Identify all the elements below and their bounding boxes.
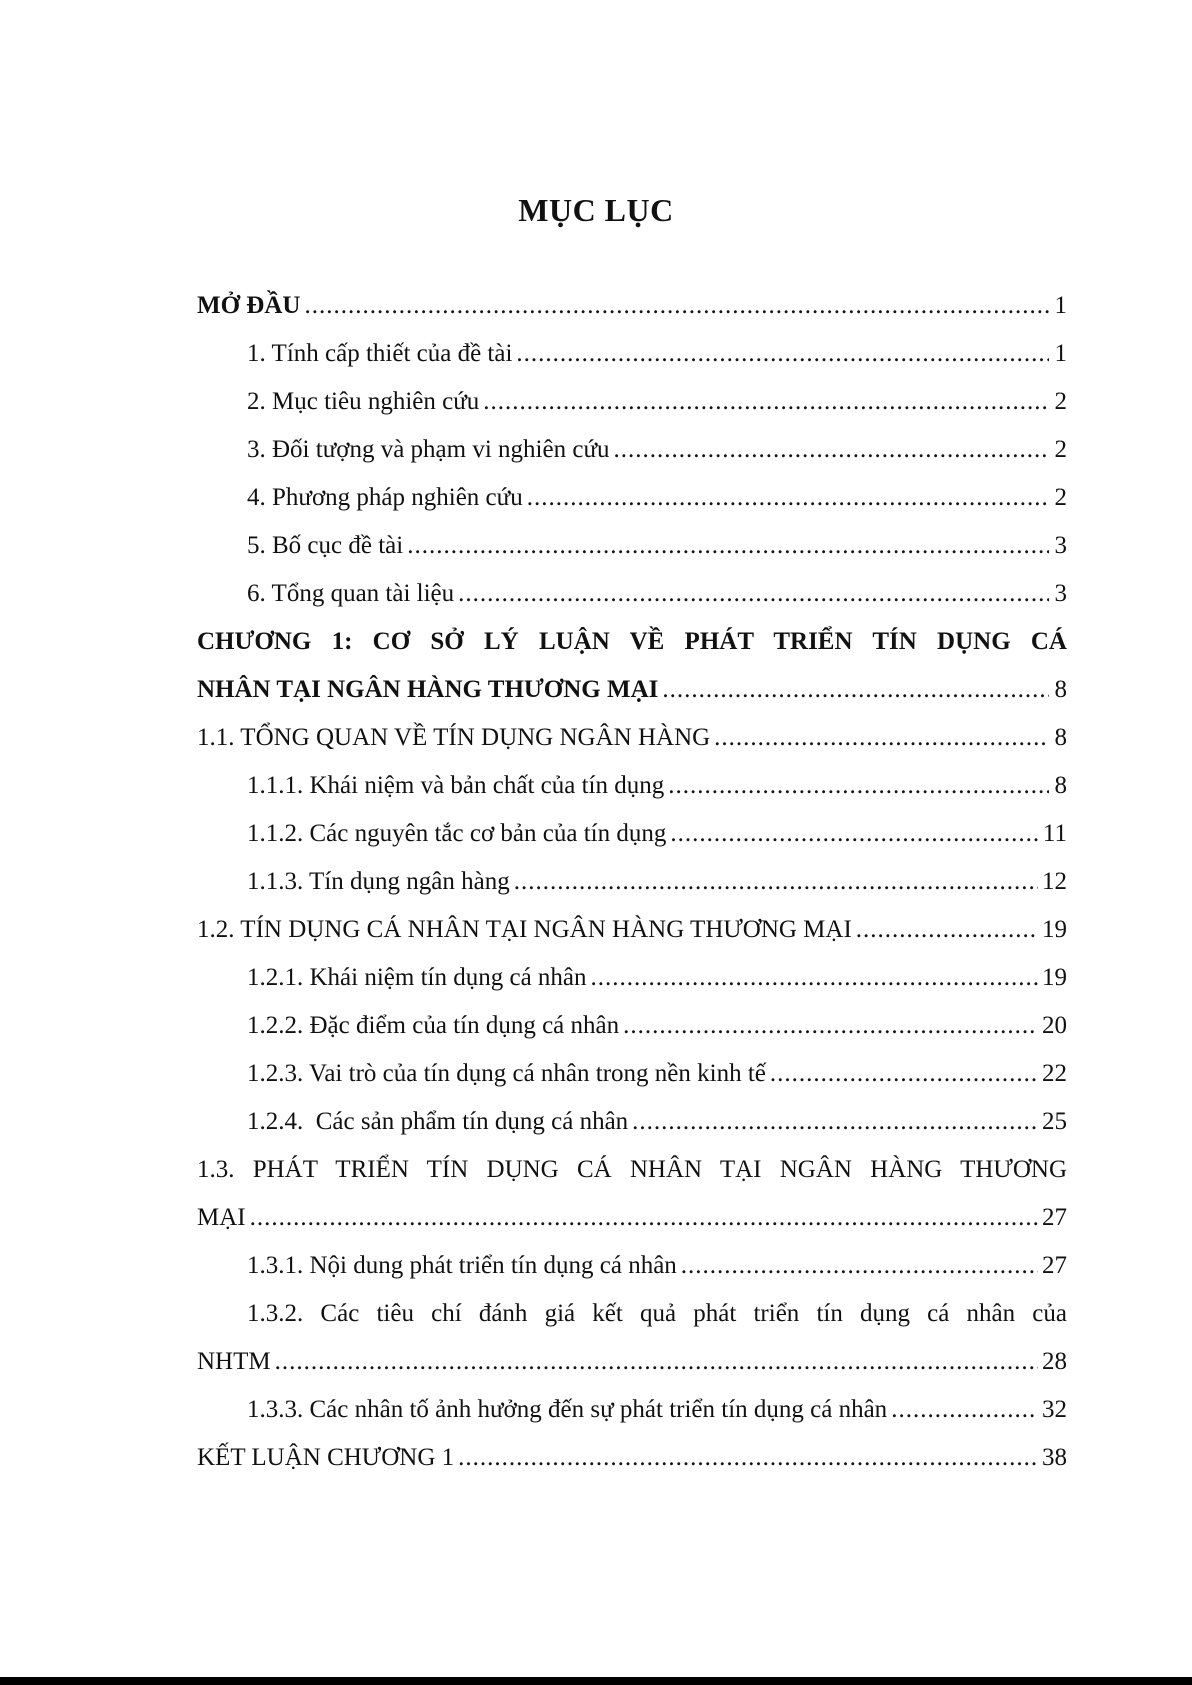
toc-page-number: 12 <box>1042 868 1067 895</box>
dot-leader <box>275 1348 1038 1376</box>
dot-leader <box>632 1108 1038 1136</box>
toc-entry-label: 5. Bố cục đề tài <box>247 532 404 559</box>
toc-section-1-2-1[interactable] <box>197 964 1067 1012</box>
table-of-contents <box>197 292 1067 1492</box>
toc-chapter-1-line-1[interactable]: CHƯƠNG 1: CƠ SỞ LÝ LUẬN VỀ PHÁT TRIỂN TÍN DỤNG CÁ <box>197 628 1067 655</box>
page-title: MỤC LỤC <box>518 192 674 228</box>
toc-page-number: 8 <box>1054 724 1067 751</box>
toc-page-number: 11 <box>1042 820 1067 847</box>
toc-page-number: 2 <box>1054 484 1067 511</box>
toc-section-1-3-2[interactable] <box>197 1348 1067 1396</box>
toc-section-1-1[interactable] <box>197 724 1067 772</box>
dot-leader <box>407 532 1049 560</box>
toc-entry-label: NHÂN TẠI NGÂN HÀNG THƯƠNG MẠI <box>197 676 659 703</box>
toc-section-1-1-2[interactable] <box>197 820 1067 868</box>
toc-page-number: 1 <box>1054 292 1067 319</box>
toc-page-number: 27 <box>1042 1204 1067 1231</box>
toc-page-number: 22 <box>1042 1060 1067 1087</box>
toc-page-number: 3 <box>1054 532 1067 559</box>
toc-page-number: 20 <box>1042 1012 1067 1039</box>
toc-entry-label: 1.3.1. Nội dung phát triển tín dụng cá nhân <box>247 1252 677 1279</box>
dot-leader <box>670 820 1039 848</box>
toc-page-number: 3 <box>1054 580 1067 607</box>
toc-entry-label: 1.1. TỔNG QUAN VỀ TÍN DỤNG NGÂN HÀNG <box>197 724 711 751</box>
toc-entry-3[interactable] <box>197 436 1067 484</box>
toc-entry-4[interactable] <box>197 484 1067 532</box>
toc-entry-label: MẠI <box>197 1204 246 1231</box>
toc-page-number: 1 <box>1054 340 1067 367</box>
toc-entry-mo-dau[interactable] <box>197 292 1067 340</box>
toc-entry-label: 6. Tổng quan tài liệu <box>247 580 455 607</box>
dot-leader <box>527 484 1049 512</box>
dot-leader <box>514 868 1038 896</box>
toc-entry-5[interactable] <box>197 532 1067 580</box>
dot-leader <box>668 772 1049 800</box>
toc-entry-label: 2. Mục tiêu nghiên cứu <box>247 388 480 415</box>
toc-entry-label: 1. Tính cấp thiết của đề tài <box>247 340 513 367</box>
toc-section-1-2-3[interactable] <box>197 1060 1067 1108</box>
toc-entry-label: 1.1.2. Các nguyên tắc cơ bản của tín dụng <box>247 820 667 847</box>
toc-page-number: 8 <box>1054 676 1067 703</box>
toc-entry-label: 1.2.4. Các sản phẩm tín dụng cá nhân <box>247 1108 629 1135</box>
dot-leader <box>458 580 1049 608</box>
toc-page-number: 28 <box>1042 1348 1067 1375</box>
toc-entry-label: NHTM <box>197 1348 271 1375</box>
toc-section-1-3-2-line-1[interactable]: 1.3.2. Các tiêu chí đánh giá kết quả phát triển tín dụng cá nhân của <box>247 1300 1067 1327</box>
toc-entry-label: 1.1.1. Khái niệm và bản chất của tín dụng <box>247 772 665 799</box>
toc-entry-label: 1.2.1. Khái niệm tín dụng cá nhân <box>247 964 587 991</box>
toc-page-number: 2 <box>1054 436 1067 463</box>
toc-page-number: 19 <box>1042 916 1067 943</box>
toc-entry-label: 1.2. TÍN DỤNG CÁ NHÂN TẠI NGÂN HÀNG THƯƠNG MẠI <box>197 916 852 943</box>
toc-entry-1[interactable] <box>197 340 1067 388</box>
toc-section-1-3-3[interactable] <box>197 1396 1067 1444</box>
toc-section-1-2-2[interactable] <box>197 1012 1067 1060</box>
toc-entry-label: 1.1.3. Tín dụng ngân hàng <box>247 868 510 895</box>
toc-section-1-3-line-1[interactable]: 1.3. PHÁT TRIỂN TÍN DỤNG CÁ NHÂN TẠI NGÂN HÀNG THƯƠNG <box>197 1156 1067 1183</box>
toc-page-number: 38 <box>1042 1444 1067 1471</box>
dot-leader <box>681 1252 1038 1280</box>
toc-section-1-2[interactable] <box>197 916 1067 964</box>
dot-leader <box>591 964 1038 992</box>
toc-section-1-1-1[interactable] <box>197 772 1067 820</box>
toc-entry-2[interactable] <box>197 388 1067 436</box>
dot-leader <box>714 724 1049 752</box>
toc-section-1-1-3[interactable] <box>197 868 1067 916</box>
dot-leader <box>856 916 1038 944</box>
toc-entry-label: 3. Đối tượng và phạm vi nghiên cứu <box>247 436 610 463</box>
dot-leader <box>891 1396 1038 1424</box>
dot-leader <box>304 292 1049 320</box>
dot-leader <box>483 388 1049 416</box>
toc-page-number: 25 <box>1042 1108 1067 1135</box>
dot-leader <box>770 1060 1038 1088</box>
dot-leader <box>458 1444 1038 1472</box>
toc-page-number: 27 <box>1042 1252 1067 1279</box>
toc-entry-label: MỞ ĐẦU <box>197 292 301 319</box>
dot-leader <box>623 1012 1038 1040</box>
toc-entry-label: 4. Phương pháp nghiên cứu <box>247 484 523 511</box>
dot-leader <box>516 340 1049 368</box>
dot-leader <box>614 436 1050 464</box>
toc-entry-label: 1.2.2. Đặc điểm của tín dụng cá nhân <box>247 1012 620 1039</box>
toc-section-1-3-1[interactable] <box>197 1252 1067 1300</box>
toc-entry-6[interactable] <box>197 580 1067 628</box>
dot-leader <box>662 676 1049 704</box>
toc-page-number: 2 <box>1054 388 1067 415</box>
toc-entry-ket-luan[interactable] <box>197 1444 1067 1492</box>
toc-entry-label: KẾT LUẬN CHƯƠNG 1 <box>197 1444 455 1471</box>
toc-entry-label: 1.2.3. Vai trò của tín dụng cá nhân trong nền kinh tế <box>247 1060 766 1087</box>
dot-leader <box>250 1204 1038 1232</box>
bottom-border <box>0 1677 1192 1685</box>
toc-entry-label: 1.3.3. Các nhân tố ảnh hưởng đến sự phát triển tín dụng cá nhân <box>247 1396 888 1423</box>
toc-page-number: 32 <box>1042 1396 1067 1423</box>
toc-section-1-3[interactable] <box>197 1204 1067 1252</box>
toc-chapter-1[interactable] <box>197 676 1067 724</box>
toc-page-number: 8 <box>1054 772 1067 799</box>
toc-page-number: 19 <box>1042 964 1067 991</box>
toc-section-1-2-4[interactable] <box>197 1108 1067 1156</box>
